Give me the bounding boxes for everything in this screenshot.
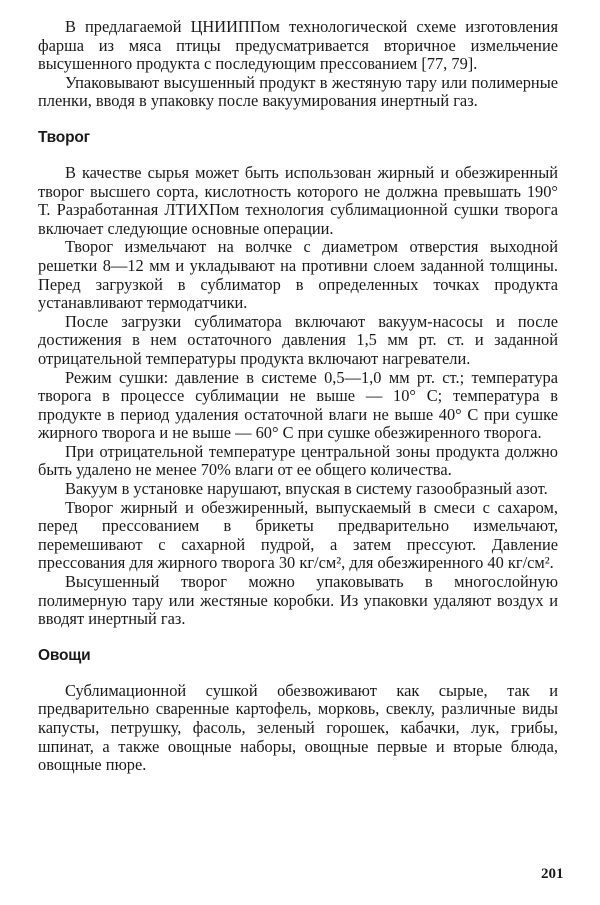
paragraph-tvorog-4: Режим сушки: давление в системе 0,5—1,0 мм рт. ст.; температура творога в процессе сублимации не выше — 10° С; температура в продукте в период удаления остаточной влаги не выше 40° С при сушке жирного творога и не выше — 60° С при сушке обезжиренного творога. [38,367,558,443]
paragraph-tvorog-8: Высушенный творог можно упаковывать в многослойную полимерную тару или жестяные коробки. Из упаковки удаляют воздух и вводят инертный газ. [38,572,558,629]
paragraph-ovoshchi-1: Сублимационной сушкой обезвоживают как сырые, так и предварительно сваренные картофель, морковь, свеклу, различные виды капусты, петрушку, фасоль, зеленый горошек, кабачки, лук, грибы, шпинат, а также овощные наборы, овощные первые и вторые блюда, овощные пюре. [38,680,558,775]
section-heading-ovoshchi: Овощи [38,646,91,664]
paragraph-tvorog-7: Творог жирный и обезжиренный, выпускаемый в смеси с сахаром, перед прессованием в брикеты предварительно измельчают, перемешивают с сахарной пудрой, а затем прессуют. Давление прессования для жирного творога 30 кг/см², для обезжиренного 40 кг/см². [38,497,558,573]
paragraph-tvorog-6: Вакуум в установке нарушают, впуская в систему газообразный азот. [65,479,548,499]
paragraph-tvorog-5: При отрицательной температуре центральной зоны продукта должно быть удалено не менее 70% влаги от ее общего количества. [38,441,558,480]
paragraph-intro-1: В предлагаемой ЦНИИППом технологической схеме изготовления фарша из мяса птицы предусматривается вторичное измельчение высушенного продукта с последующим прессованием [77, 79]. [38,17,558,74]
paragraph-tvorog-1: В качестве сырья может быть использован жирный и обезжиренный творог высшего сорта, кислотность которого не должна превышать 190° Т. Разработанная ЛТИХПом технология сублимационной сушки творога включает следующие основные операции. [38,162,558,238]
page-number: 201 [541,866,564,882]
paragraph-tvorog-3: После загрузки сублиматора включают вакуум-насосы и после достижения в нем остаточного давления 1,5 мм рт. ст. и заданной отрицательной температуры продукта включают нагреватели. [38,311,558,368]
section-heading-tvorog: Творог [38,128,90,146]
paragraph-intro-2: Упаковывают высушенный продукт в жестяную тару или полимерные пленки, вводя в упаковку после вакуумирования инертный газ. [38,72,558,111]
paragraph-tvorog-2: Творог измельчают на волчке с диаметром отверстия выходной решетки 8—12 мм и укладывают на противни слоем заданной толщины. Перед загрузкой в сублиматор в определенных точках продукта устанавливают термодатчики. [38,237,558,313]
page-content [38,18,558,775]
